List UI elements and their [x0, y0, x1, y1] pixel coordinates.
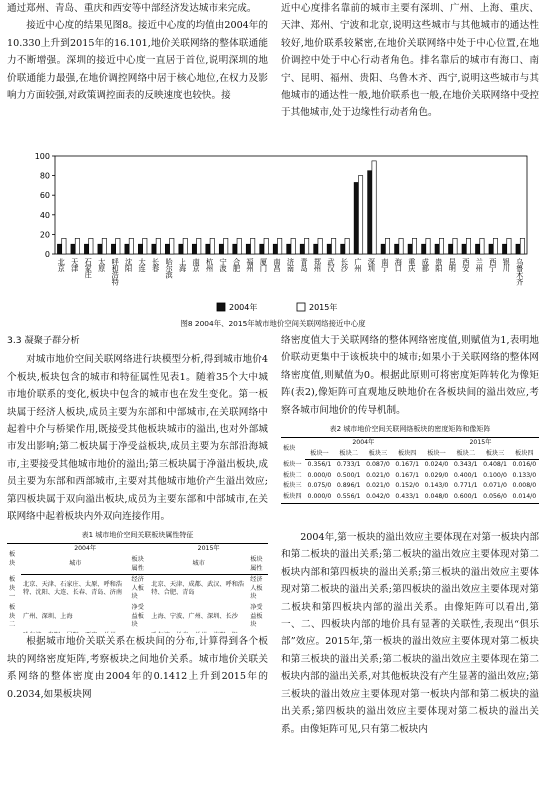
x-tick-label: 西安: [461, 258, 471, 272]
value-cell: 0.408/1: [483, 461, 507, 469]
value-cell: 0.024/0: [424, 461, 449, 469]
attr-cell: 净受益板块: [250, 604, 263, 629]
figure-8: [7, 150, 539, 332]
x-tick-label: 哈尔滨: [165, 258, 175, 279]
x-tick-label: 武汉: [326, 258, 336, 272]
value-cell: 0.433/1: [393, 492, 422, 503]
bar-2015: [358, 176, 362, 254]
x-tick-label: 郑州: [313, 258, 323, 272]
paragraph: 络密度值大于关联网络的整体网络密度值,则赋值为1,表明地价联动更集中于该板块中的城市;如果小于关联网络的整体网络密度值,则赋值为0。根据此原则可将密度矩阵转化为像矩阵(表2),像矩阵可直观地反映地价在各板块间的溢出效应,考察各城市间地价的传导机制。: [281, 335, 539, 416]
top-right-column: [281, 0, 539, 122]
bar-2015: [143, 238, 147, 254]
value-cell: 0.400/1: [453, 471, 478, 479]
bar-2004: [84, 244, 88, 254]
table-subheader: 板块四: [393, 449, 422, 460]
bar-2015: [345, 238, 349, 254]
table-subheader: 板块一: [422, 449, 451, 460]
bar-2004: [219, 244, 223, 254]
value-cell: 0.000/0: [307, 471, 332, 479]
table-header-year: 2004年: [305, 438, 422, 449]
bar-2015: [156, 238, 160, 254]
value-cell: 0.356/1: [307, 461, 332, 469]
y-tick-label: 100: [34, 152, 50, 161]
table-header-city: 城市: [21, 555, 130, 575]
table-row: [281, 471, 539, 482]
value-cell: 0.014/0: [510, 492, 539, 503]
bar-2004: [57, 244, 61, 254]
x-tick-label: 北京: [57, 258, 67, 272]
bar-2015: [507, 238, 511, 254]
value-cell: 0.771/1: [453, 482, 478, 490]
x-tick-label: 石家庄: [84, 258, 94, 279]
bar-2004: [260, 244, 264, 254]
value-cell: 0.100/0: [483, 471, 507, 479]
table-2: [281, 437, 539, 504]
paragraph: 对城市地价空间关联网络进行块模型分析,得到城市地价4个板块,板块包含的城市和特征属性见表1。随着35个大中城市地价联系的变化,板块中包含的城市也在发生变化。第一板块属于经济人板块,成员主要为东部和中部城市,在关联网络中起着中介与桥梁作用,既接受其他板块城市的溢出,也对外部城市发出影响;第二板块属于净受益板块,成员主要为东部沿海城市,主要接受其他城市地价的溢出;第三板块属于净溢出板块,成员主要为东部和西部城市,主要对其他城市地价产生溢出效应;第四板块属于双向溢出板块,成员为主要东部和中部城市,在关联网络中起着板块内外双向连接作用。: [7, 354, 268, 523]
bar-2004: [300, 244, 304, 254]
top-left-column: [7, 0, 268, 104]
x-tick-label: 杭州: [205, 258, 215, 272]
x-tick-label: 宁波: [219, 258, 229, 272]
legend-label: 2015年: [309, 303, 338, 312]
city-cell: 上海、宁波、广州、深圳、长沙: [151, 612, 238, 620]
x-tick-label: 深圳: [367, 258, 377, 272]
bar-2015: [75, 238, 79, 254]
bar-2015: [251, 238, 255, 254]
figure-caption: 图8 2004年、2015年城市地价空间关联网络接近中心度: [180, 319, 366, 328]
bar-2015: [291, 238, 295, 254]
table-subheader: 板块四: [510, 449, 539, 460]
closeness-centrality-chart: [7, 150, 539, 318]
paragraph: 近中心度排名靠前的城市主要有深圳、广州、上海、重庆、天津、郑州、宁波和北京,说明这些城市与其他城市的通达性较好,地价联系较紧密,在地价关联网络中处于中心位置,在地价调控中处于中心行动者角色。排名靠后的城市有海口、南宁、昆明、福州、贵阳、乌鲁木齐、西宁,说明这些城市与其他城市的通达性一般,地价联系也一般,在地价关联网络中受控于其他城市,处于边缘性行动者角色。: [281, 3, 539, 119]
value-cell: 0.021/0: [366, 482, 390, 490]
x-tick-label: 南宁: [380, 258, 390, 272]
bar-2004: [489, 244, 493, 254]
bar-2004: [516, 244, 520, 254]
table-subheader: 板块二: [334, 449, 363, 460]
x-tick-label: 济南: [286, 258, 296, 272]
value-cell: 0.087/0: [366, 461, 390, 469]
value-cell: 0.008/0: [512, 482, 537, 490]
table-1-container: [7, 543, 268, 633]
x-tick-label: 天津: [70, 258, 80, 272]
y-tick-label: 40: [39, 210, 50, 220]
paragraph: 2004年,第一板块的溢出效应主要体现在对第一板块内部和第二板块的溢出关系;第二板块的溢出效应主要体现对第二板块内部和第四板块的溢出关系;第三板块的溢出效应主要体现对第二板块的溢出关系;第四板块的溢出效应主要体现对第二板块和第四板块内部的溢出关系。由像矩阵可以看出,第一、二、四板块内部的地价具有显著的关联性,表现出“俱乐部”效应。2015年,第一板块的溢出效应主要体现对第二板块和第三板块的溢出关系;第二板块的溢出效应主要体现在第二板块内部的溢出关系,对其他板块没有产生显著的溢出效应;第三板块的溢出效应主要体现对第一板块内部和第二板块的溢出关系;第四板块的溢出效应主要体现对第二板块的溢出关系。由像矩阵可见,只有第二板块内: [281, 532, 539, 735]
bar-2004: [462, 244, 466, 254]
bar-2004: [125, 244, 129, 254]
table-header-attr: 板块属性: [130, 555, 150, 575]
table-header-year: 2015年: [422, 438, 539, 449]
bar-2015: [412, 238, 416, 254]
value-cell: 0.896/1: [336, 482, 361, 490]
value-cell: 0.075/0: [307, 482, 332, 490]
table-row: [7, 603, 268, 631]
legend-swatch: [297, 303, 305, 311]
value-cell: 0.016/0: [512, 461, 537, 469]
paragraph: 根据城市地价关联关系在板块间的分布,计算得到各个板块的网络密度矩阵,考察板块之间地价关系。城市地价关联关系网络的整体密度由2004年的0.1412上升到2015年的0.2034,如果板块网: [7, 636, 268, 700]
x-tick-label: 沈阳: [124, 258, 134, 272]
bar-2004: [475, 244, 479, 254]
bar-2004: [368, 171, 372, 254]
legend-swatch: [217, 303, 225, 311]
table-subheader: 板块三: [363, 449, 392, 460]
bar-2015: [439, 238, 443, 254]
value-cell: 0.152/0: [395, 482, 420, 490]
bar-2015: [304, 238, 308, 254]
table-row: [281, 460, 539, 471]
value-cell: 0.021/0: [366, 471, 390, 479]
block-cell: 板块二: [9, 604, 16, 629]
value-cell: 0.143/0: [424, 482, 449, 490]
bar-2004: [502, 244, 506, 254]
attr-cell: 净受益板块: [131, 604, 144, 629]
x-tick-label: 青岛: [299, 258, 309, 272]
bar-2004: [111, 244, 115, 254]
attr-cell: 经济人板块: [131, 576, 144, 601]
bottom-left-column: [7, 332, 268, 703]
y-tick-label: 60: [39, 191, 50, 201]
table-subheader: 板块二: [451, 449, 480, 460]
city-cell: 北京、天津、成都、武汉、呼和浩特、合肥、青岛: [151, 580, 245, 597]
x-tick-label: 昆明: [448, 258, 458, 272]
value-cell: 0.048/0: [422, 492, 451, 503]
table-caption: 表1 城市地价空间关联板块属性特征: [81, 531, 194, 540]
bar-2004: [98, 244, 102, 254]
bar-2015: [480, 238, 484, 254]
bar-2015: [264, 238, 268, 254]
bar-2015: [466, 238, 470, 254]
bottom-right-column: [281, 332, 539, 738]
bar-2004: [138, 244, 142, 254]
value-cell: 0.071/0: [483, 482, 507, 490]
x-tick-label: 海口: [394, 258, 404, 272]
block-cell: 板块一: [9, 576, 16, 601]
bar-2015: [224, 238, 228, 254]
bar-2004: [327, 244, 331, 254]
bar-2015: [372, 161, 376, 254]
bar-2015: [385, 238, 389, 254]
x-tick-label: 乌鲁木齐: [515, 258, 525, 285]
bar-2004: [233, 244, 237, 254]
x-tick-label: 福州: [246, 258, 256, 272]
bar-2004: [165, 244, 169, 254]
bar-2004: [354, 182, 358, 254]
bar-2004: [287, 244, 291, 254]
value-cell: 0.600/1: [451, 492, 480, 503]
bar-2015: [237, 238, 241, 254]
bar-2015: [102, 238, 106, 254]
block-cell: 板块三: [283, 482, 302, 490]
city-cell: 广州、深圳、上海: [23, 612, 73, 620]
bar-2004: [435, 244, 439, 254]
value-cell: 0.556/1: [334, 492, 363, 503]
value-cell: 0.167/1: [395, 461, 420, 469]
x-tick-label: 太原: [97, 258, 107, 272]
bar-2004: [449, 244, 453, 254]
bar-2015: [197, 238, 201, 254]
value-cell: 0.029/0: [424, 471, 449, 479]
bar-2004: [422, 244, 426, 254]
bar-2004: [273, 244, 277, 254]
value-cell: 0.133/0: [512, 471, 537, 479]
table-header-year: 2004年: [21, 544, 149, 555]
x-tick-label: 长春: [151, 258, 161, 272]
bar-2015: [520, 238, 524, 254]
table-header-attr: 板块属性: [248, 555, 268, 575]
x-tick-label: 南京: [192, 258, 202, 272]
section-heading: 3.3 凝聚子群分析: [7, 335, 80, 346]
bar-2015: [426, 238, 430, 254]
table-row: [7, 575, 268, 603]
bar-2015: [493, 238, 497, 254]
table-subheader: 板块三: [480, 449, 509, 460]
table-caption: 表2 城市地价空间关联网络板块的密度矩阵和像矩阵: [329, 425, 491, 434]
bar-2015: [399, 238, 403, 254]
attr-cell: 经济人板块: [250, 576, 263, 601]
city-cell: 北京、天津、石家庄、太原、呼和浩特、沈阳、大连、长春、青岛、济南: [23, 580, 123, 597]
bar-2004: [408, 244, 412, 254]
bar-2004: [395, 244, 399, 254]
value-cell: 0.042/0: [363, 492, 392, 503]
bar-2015: [210, 238, 214, 254]
y-tick-label: 20: [39, 230, 50, 240]
value-cell: 0.167/1: [395, 471, 420, 479]
x-tick-label: 广州: [353, 258, 363, 272]
bar-2004: [246, 244, 250, 254]
bar-2004: [206, 244, 210, 254]
bar-2004: [381, 244, 385, 254]
bar-2015: [129, 238, 133, 254]
value-cell: 0.000/0: [305, 492, 334, 503]
bar-2015: [170, 238, 174, 254]
bar-2004: [152, 244, 156, 254]
y-tick-label: 0: [44, 250, 50, 259]
table-2-container: [281, 437, 539, 529]
x-tick-label: 重庆: [407, 258, 417, 272]
table-header-block: 板块: [7, 544, 21, 575]
block-cell: 板块四: [281, 492, 305, 503]
value-cell: 0.733/1: [336, 461, 361, 469]
value-cell: 0.056/0: [480, 492, 509, 503]
x-tick-label: 厦门: [259, 258, 269, 272]
bar-2015: [331, 238, 335, 254]
x-tick-label: 成都: [421, 258, 431, 272]
bar-2015: [318, 238, 322, 254]
value-cell: 0.343/1: [453, 461, 478, 469]
value-cell: 0.500/1: [336, 471, 361, 479]
bar-2004: [341, 244, 345, 254]
paragraph: 通过郑州、青岛、重庆和西安等中部经济发达城市来完成。: [7, 3, 257, 14]
bar-2004: [71, 244, 75, 254]
legend-label: 2004年: [229, 303, 258, 312]
x-tick-label: 西宁: [488, 258, 498, 272]
block-cell: 板块一: [283, 460, 302, 468]
x-tick-label: 贵阳: [434, 258, 444, 272]
table-header-year: 2015年: [149, 544, 268, 555]
bar-2004: [179, 244, 183, 254]
y-tick-label: 80: [39, 171, 50, 181]
bar-2015: [89, 238, 93, 254]
bar-2015: [278, 238, 282, 254]
x-tick-label: 上海: [178, 258, 188, 272]
table-subheader: 板块一: [305, 449, 334, 460]
x-tick-label: 合肥: [232, 258, 242, 272]
bar-2015: [453, 238, 457, 254]
bar-2015: [116, 238, 120, 254]
x-tick-label: 大连: [138, 258, 148, 272]
block-cell: 板块二: [283, 471, 302, 479]
bar-2015: [62, 238, 66, 254]
x-tick-label: 兰州: [475, 258, 485, 272]
table-header-city: 城市: [149, 555, 248, 575]
x-tick-label: 南昌: [273, 258, 283, 272]
bar-2004: [314, 244, 318, 254]
x-tick-label: 银川: [502, 258, 512, 272]
paragraph: 接近中心度的结果见图8。接近中心度的均值由2004年的10.330上升到2015年的16.101,地价关联网络的整体联通能力不断增强。深圳的接近中心度一直居于首位,说明深圳的地价联通能力最强,在地价调控网络中居于核心地位,在权力及影响力方面较强,对政策调控面表的反映速度也较快。接: [7, 20, 268, 102]
table-1: [7, 543, 268, 633]
x-tick-label: 呼和浩特: [111, 258, 121, 285]
x-tick-label: 长沙: [340, 258, 350, 272]
bar-2004: [192, 244, 196, 254]
table-row: [281, 481, 539, 492]
table-row: [281, 492, 539, 503]
table-header-block: 板块: [281, 438, 305, 460]
bar-2015: [183, 238, 187, 254]
